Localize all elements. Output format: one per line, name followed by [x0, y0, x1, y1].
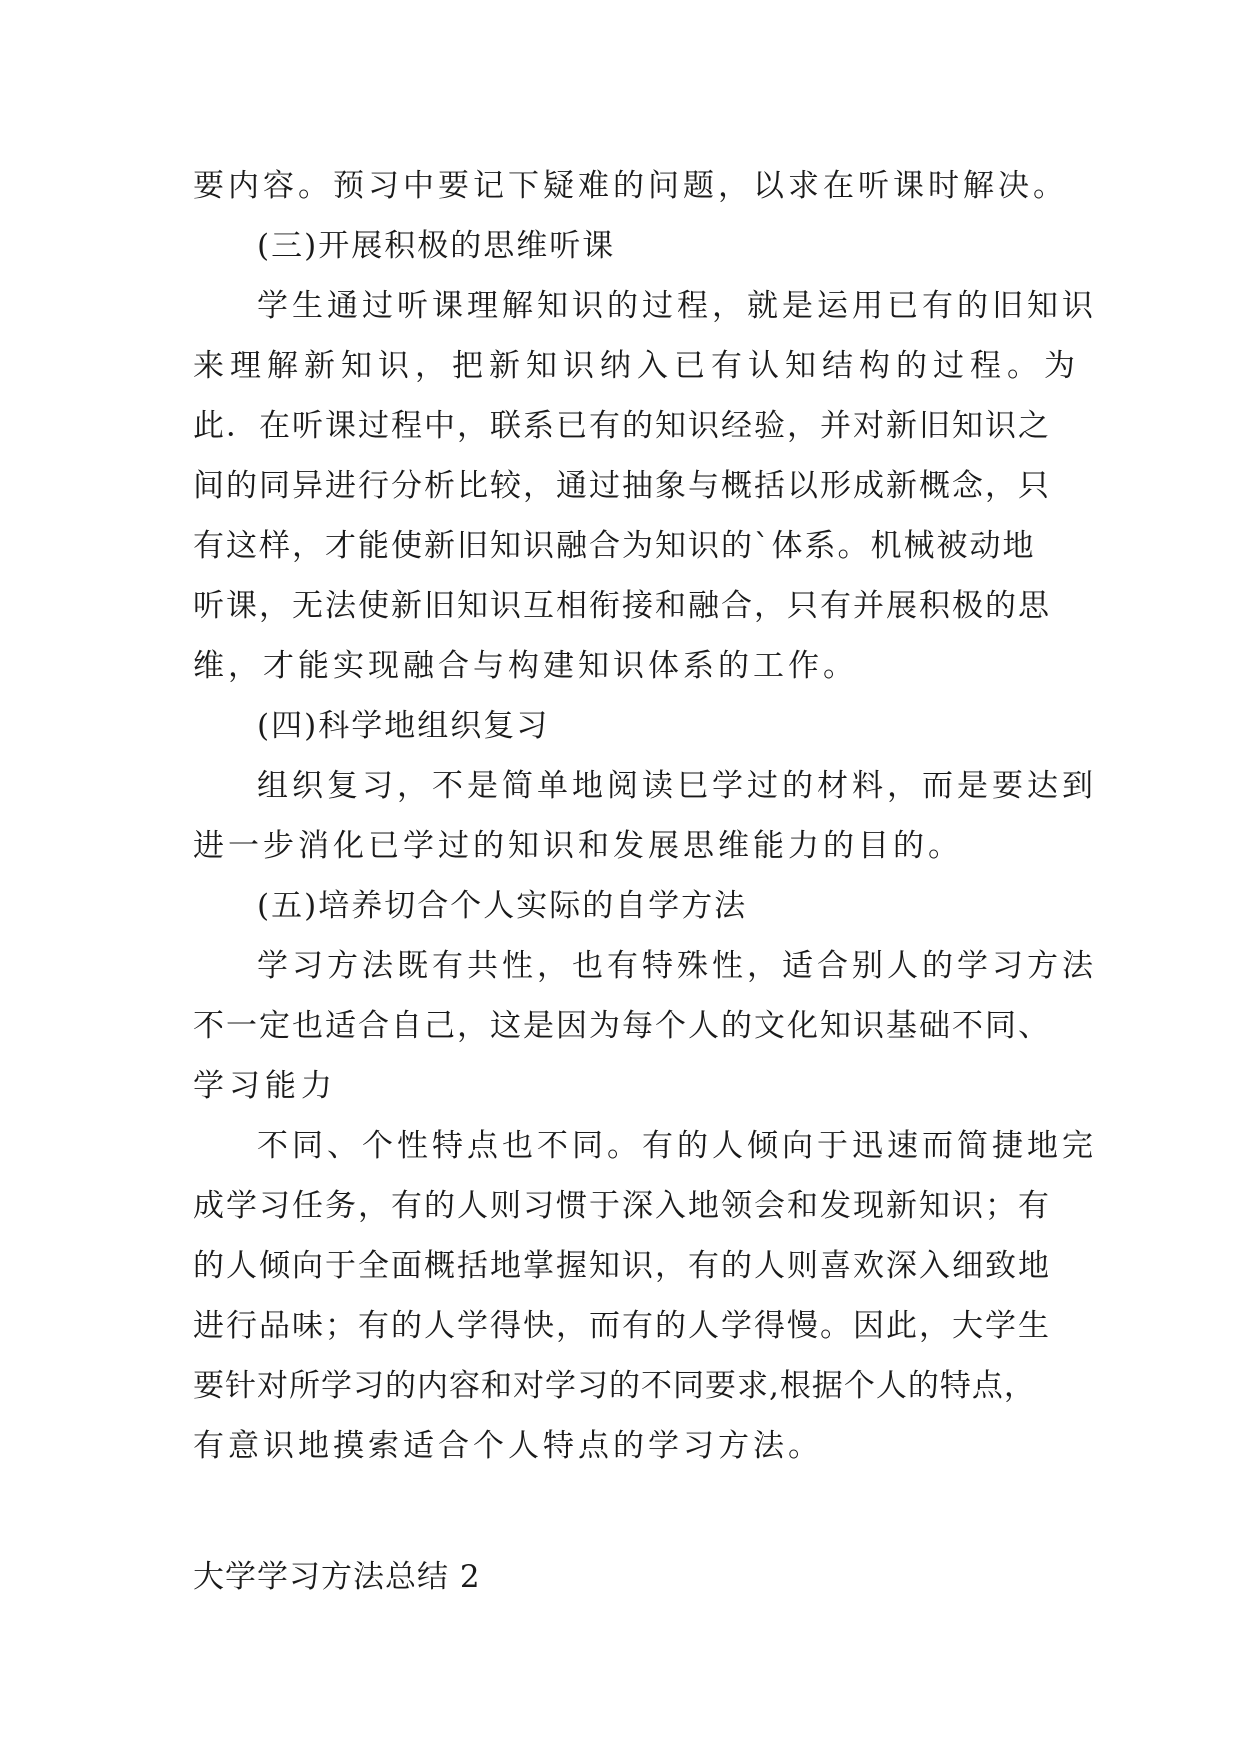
section-heading: (三)开展积极的思维听课 [257, 228, 616, 264]
paragraph-line: 要内容。预习中要记下疑难的问题，以求在听课时解决。 [193, 168, 1068, 204]
paragraph-line: 有意识地摸索适合个人特点的学习方法。 [193, 1428, 823, 1464]
paragraph-line: 进一步消化已学过的知识和发展思维能力的目的。 [193, 828, 963, 864]
paragraph-line: 有这样，才能使新旧知识融合为知识的`体系。机械被动地 [193, 528, 1036, 564]
paragraph-line: 的人倾向于全面概括地掌握知识，有的人则喜欢深入细致地 [193, 1248, 1051, 1284]
paragraph-line: 间的同异进行分析比较，通过抽象与概括以形成新概念，只 [193, 468, 1051, 504]
paragraph-line: 进行品味；有的人学得快，而有的人学得慢。因此，大学生 [193, 1308, 1051, 1344]
paragraph-line: 来理解新知识，把新知识纳入已有认知结构的过程。为 [193, 348, 1081, 384]
paragraph-line: 成学习任务，有的人则习惯于深入地领会和发现新知识；有 [193, 1188, 1051, 1224]
paragraph-line: 学生通过听课理解知识的过程，就是运用已有的旧知识 [257, 288, 1097, 324]
paragraph-line: 要针对所学习的内容和对学习的不同要求,根据个人的特点， [193, 1368, 1036, 1404]
paragraph-line: 维，才能实现融合与构建知识体系的工作。 [193, 648, 858, 684]
paragraph-line: 不一定也适合自己，这是因为每个人的文化知识基础不同、 [193, 1008, 1051, 1044]
section-heading: (五)培养切合个人实际的自学方法 [257, 888, 748, 924]
document-title: 大学学习方法总结 2 [193, 1559, 481, 1595]
paragraph-line: 听课，无法使新旧知识互相衔接和融合，只有并展积极的思 [193, 588, 1051, 624]
paragraph-line: 不同、个性特点也不同。有的人倾向于迅速而简捷地完 [257, 1128, 1097, 1164]
paragraph-line: 此．在听课过程中，联系已有的知识经验，并对新旧知识之 [193, 408, 1051, 444]
paragraph-line: 学习方法既有共性，也有特殊性，适合别人的学习方法 [257, 948, 1097, 984]
paragraph-line: 组织复习，不是简单地阅读巳学过的材料，而是要达到 [257, 768, 1097, 804]
paragraph-line: 学习能力 [193, 1068, 337, 1104]
section-heading: (四)科学地组织复习 [257, 708, 550, 744]
